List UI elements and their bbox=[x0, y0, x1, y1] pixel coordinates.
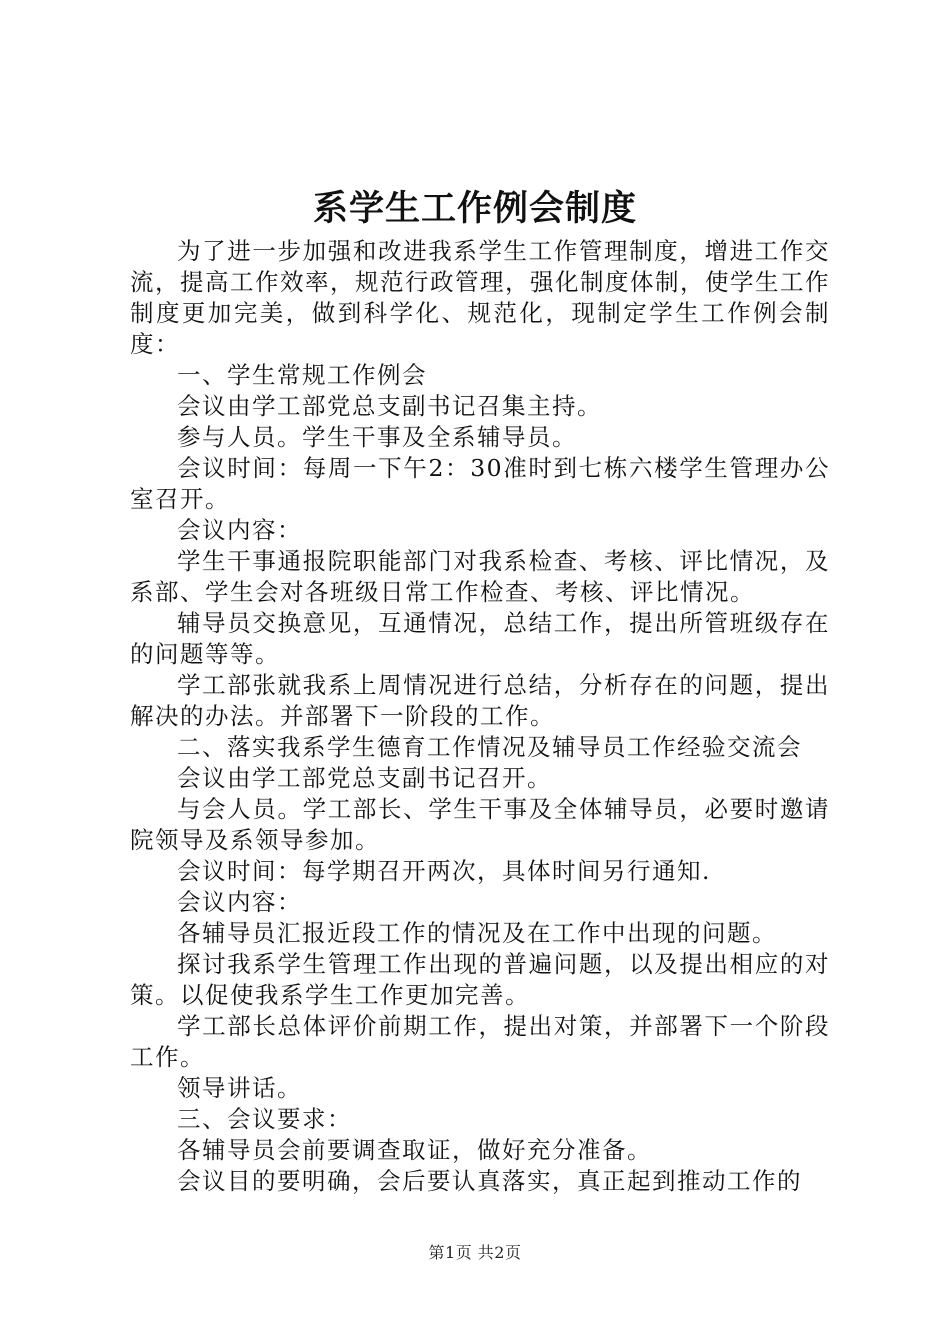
paragraph: 会议由学工部党总支副书记召集主持。 bbox=[177, 392, 602, 420]
section-heading: 三、会议要求： bbox=[177, 1105, 352, 1133]
section-heading: 一、学生常规工作例会 bbox=[177, 361, 427, 389]
section-heading: 二、落实我系学生德育工作情况及辅导员工作经验交流会 bbox=[177, 733, 802, 761]
paragraph: 会议时间：每学期召开两次，具体时间另行通知. bbox=[177, 857, 711, 885]
page-number-footer: 第1页 共2页 bbox=[428, 1243, 522, 1262]
paragraph: 会议内容： bbox=[177, 888, 302, 916]
paragraph: 学生干事通报院职能部门对我系检查、考核、评比情况，及系部、学生会对各班级日常工作检查、考核、评比情况。 bbox=[130, 547, 830, 606]
document-body bbox=[130, 236, 830, 1197]
paragraph: 学工部长总体评价前期工作，提出对策，并部署下一个阶段工作。 bbox=[130, 1012, 830, 1071]
paragraph: 各辅导员汇报近段工作的情况及在工作中出现的问题。 bbox=[177, 919, 777, 947]
paragraph: 辅导员交换意见，互通情况，总结工作，提出所管班级存在的问题等等。 bbox=[130, 609, 830, 668]
paragraph: 会议内容： bbox=[177, 516, 302, 544]
paragraph: 领导讲话。 bbox=[177, 1074, 302, 1102]
paragraph: 参与人员。学生干事及全系辅导员。 bbox=[177, 423, 577, 451]
paragraph: 为了进一步加强和改进我系学生工作管理制度，增进工作交流，提高工作效率，规范行政管理，强化制度体制，使学生工作制度更加完美，做到科学化、规范化，现制定学生工作例会制度： bbox=[130, 237, 830, 358]
paragraph: 会议时间：每周一下午2：30准时到七栋六楼学生管理办公室召开。 bbox=[130, 454, 830, 513]
paragraph: 探讨我系学生管理工作出现的普遍问题，以及提出相应的对策。以促使我系学生工作更加完善。 bbox=[130, 950, 830, 1009]
paragraph: 会议目的要明确，会后要认真落实，真正起到推动工作的 bbox=[177, 1167, 802, 1195]
document-title: 系学生工作例会制度 bbox=[312, 188, 637, 229]
paragraph: 会议由学工部党总支副书记召开。 bbox=[177, 764, 552, 792]
paragraph: 学工部张就我系上周情况进行总结，分析存在的问题，提出解决的办法。并部署下一阶段的工作。 bbox=[130, 671, 830, 730]
paragraph: 与会人员。学工部长、学生干事及全体辅导员，必要时邀请院领导及系领导参加。 bbox=[130, 795, 830, 854]
paragraph: 各辅导员会前要调查取证，做好充分准备。 bbox=[177, 1136, 652, 1164]
